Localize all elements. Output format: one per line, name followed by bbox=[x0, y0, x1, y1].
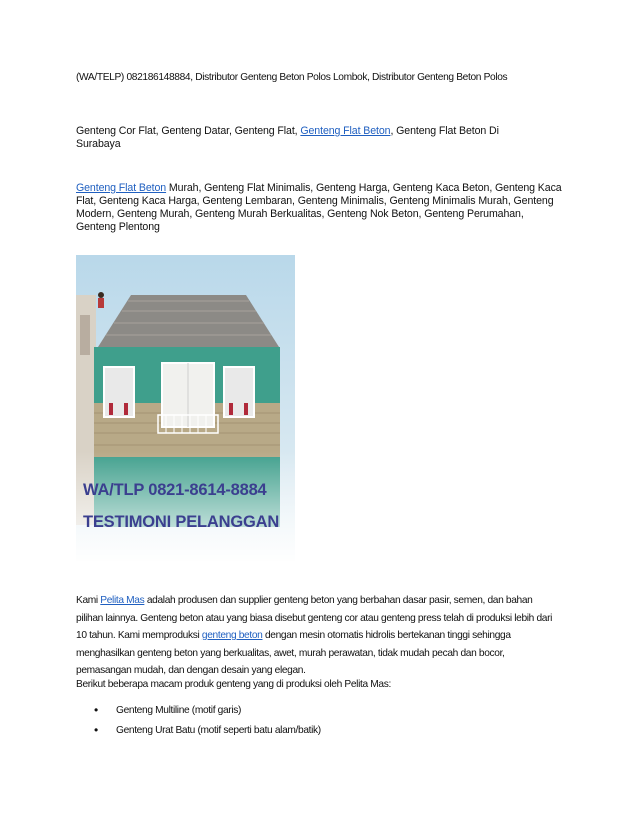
genteng-flat-beton-link-2[interactable]: Genteng Flat Beton bbox=[76, 182, 167, 194]
pelita-mas-link[interactable]: Pelita Mas bbox=[100, 595, 145, 606]
list-item: • Genteng Urat Batu (motif seperti batu alam/batik) bbox=[94, 721, 554, 741]
para3-t1: Kami bbox=[76, 595, 101, 606]
para2-text: Murah, Genteng Flat Minimalis, Genteng Harga, Genteng Kaca Beton, Genteng Kaca Flat, Genteng Kaca Harga, Genteng Lembaran, Genteng Minimalis, Genteng Minimalis Murah, Genteng Modern, Genteng Murah, Genteng Murah Berkualitas, Genteng Nok Beton, Genteng Perumahan, Genteng Plentong bbox=[76, 182, 562, 233]
house-photo bbox=[76, 255, 295, 561]
genteng-flat-beton-link[interactable]: Genteng Flat Beton bbox=[300, 125, 391, 137]
wa-phone-banner: WA/TLP 0821-8614-8884 bbox=[83, 481, 267, 499]
para1-text-after: , Genteng Flat Beton Di Surabaya bbox=[76, 125, 499, 150]
list-item: • Genteng Multiline (motif garis) bbox=[94, 701, 554, 721]
product-list bbox=[94, 701, 554, 740]
para3-t2: adalah produsen dan supplier genteng beton yang berbahan dasar pasir, semen, dan bahan pilihan lainnya. Genteng beton atau yang biasa disebut genteng cor atau genteng press telah di produksi lebih dari 10 tahun. Kami memproduksi bbox=[76, 595, 553, 641]
paragraph-about bbox=[76, 592, 560, 680]
para3-t3: dengan mesin otomatis hidrolis bertekanan tinggi sehingga menghasilkan genteng beton yang berkualitas, awet, murah perawatan, tidak mudah pecah dan bocor, pemasangan mudah, dan dengan desain yang elegan. bbox=[76, 630, 511, 676]
testimoni-banner: TESTIMONI PELANGGAN bbox=[83, 513, 280, 531]
paragraph-keywords-2 bbox=[76, 182, 564, 234]
genteng-beton-link[interactable]: genteng beton bbox=[201, 630, 263, 641]
paragraph-keywords-1 bbox=[76, 125, 546, 151]
para1-text-before: Genteng Cor Flat, Genteng Datar, Genteng Flat, bbox=[76, 125, 301, 137]
document-header-line: (WA/TELP) 082186148884, Distributor Genteng Beton Polos Lombok, Distributor Genteng Beton Polos bbox=[76, 72, 508, 83]
paragraph-products-intro: Berikut beberapa macam produk genteng yang di produksi oleh Pelita Mas: bbox=[76, 679, 391, 690]
